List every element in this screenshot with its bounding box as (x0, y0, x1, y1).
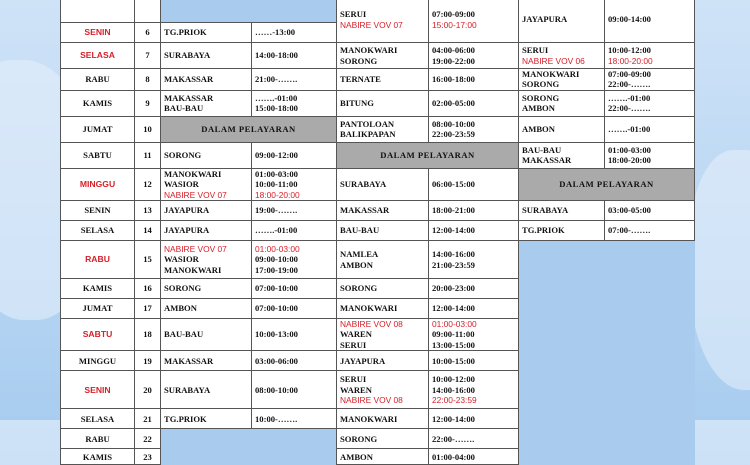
port-cell (161, 23, 252, 43)
table-row (61, 241, 695, 279)
port-cell (337, 116, 429, 142)
port-cell (337, 168, 429, 200)
time-cell (605, 90, 695, 116)
time-cell (252, 90, 337, 116)
time-range: 22:00-……. (608, 103, 651, 114)
port-cell (519, 43, 605, 69)
port-name: NABIRE VOV 08 (340, 319, 403, 330)
port-name: MANOKWARI (340, 413, 398, 424)
port-name: JAYAPURA (164, 205, 210, 216)
port-cell (337, 43, 429, 69)
time-range: …….-01:00 (255, 92, 298, 103)
time-cell (252, 142, 337, 168)
time-cell (252, 279, 337, 299)
table-row (61, 221, 695, 241)
time-range: 15:00-18:00 (255, 103, 298, 114)
table-row (61, 319, 695, 351)
time-range: 07:00-……. (608, 225, 651, 236)
time-range: 09:00-11:00 (432, 329, 475, 340)
port-cell (337, 351, 429, 371)
port-name: AMBON (522, 124, 555, 135)
port-cell (337, 221, 429, 241)
time-range: 22:00-……. (608, 79, 651, 90)
date-cell: 19 (135, 351, 161, 371)
time-cell (252, 371, 337, 409)
time-range: 14:00-18:00 (255, 50, 298, 61)
day-cell (61, 0, 135, 23)
time-cell (252, 241, 337, 279)
time-range: 08:00-10:00 (255, 384, 298, 395)
port-name: SURABAYA (340, 179, 387, 190)
port-cell (161, 241, 252, 279)
time-range: 12:00-14:00 (432, 303, 475, 314)
time-cell (429, 43, 519, 69)
time-range: 10:00-15:00 (432, 355, 475, 366)
time-cell (252, 201, 337, 221)
time-cell (605, 142, 695, 168)
time-range: 08:00-10:00 (432, 118, 475, 129)
date-cell: 11 (135, 142, 161, 168)
date-cell: 22 (135, 429, 161, 449)
time-range: 10:00-11:00 (255, 179, 298, 190)
port-cell (519, 201, 605, 221)
port-cell (519, 0, 605, 43)
port-cell (161, 142, 252, 168)
port-name: WASIOR (164, 254, 199, 265)
time-cell (252, 299, 337, 319)
time-range: 10:00-12:00 (608, 45, 651, 56)
day-cell: KAMIS (61, 90, 135, 116)
port-name: JAYAPURA (164, 225, 210, 236)
time-range: 13:00-15:00 (432, 339, 475, 350)
time-range: 14:00-16:00 (432, 249, 475, 260)
time-cell (429, 449, 519, 465)
time-range: 07:00-09:00 (608, 69, 651, 79)
date-cell: 10 (135, 116, 161, 142)
port-cell (337, 69, 429, 91)
port-name: SERUI (340, 374, 367, 385)
day-cell: SELASA (61, 409, 135, 429)
time-cell (429, 319, 519, 351)
time-range: 20:00-23:00 (432, 283, 475, 294)
time-cell (429, 69, 519, 91)
port-name: AMBON (522, 103, 555, 114)
time-range: 19:00-22:00 (432, 55, 475, 66)
empty-cell (519, 371, 695, 409)
port-name: SURABAYA (522, 205, 569, 216)
port-name: SORONG (522, 92, 560, 103)
port-cell (161, 168, 252, 200)
time-range: 18:00-21:00 (432, 205, 475, 216)
time-range: 22:00-……. (432, 433, 475, 444)
port-cell (161, 221, 252, 241)
table-row (61, 279, 695, 299)
port-name: SURABAYA (164, 384, 211, 395)
time-cell (252, 221, 337, 241)
time-cell (252, 69, 337, 91)
day-cell: RABU (61, 69, 135, 91)
empty-cell (519, 299, 695, 319)
day-cell: SABTU (61, 319, 135, 351)
table-row (61, 116, 695, 142)
schedule-table (60, 0, 695, 465)
time-range: 19:00-……. (255, 205, 298, 216)
time-range: 12:00-14:00 (432, 413, 475, 424)
port-name: SERUI (522, 45, 549, 56)
time-cell (429, 168, 519, 200)
time-cell (429, 429, 519, 449)
table-row (61, 299, 695, 319)
port-cell (337, 429, 429, 449)
port-name: JAYAPURA (340, 355, 386, 366)
time-range: 06:00-15:00 (432, 179, 475, 190)
time-range: 09:00-10:00 (255, 254, 298, 265)
port-cell (161, 371, 252, 409)
time-range: 03:00-05:00 (608, 205, 651, 216)
port-name: SORONG (164, 150, 202, 161)
time-range: 07:00-10:00 (255, 283, 298, 294)
port-name: NABIRE VOV 07 (164, 243, 227, 254)
port-cell (337, 319, 429, 351)
port-cell (337, 201, 429, 221)
table-row (61, 69, 695, 91)
day-cell: JUMAT (61, 299, 135, 319)
time-range: 18:00-20:00 (255, 189, 300, 200)
date-cell: 21 (135, 409, 161, 429)
time-cell (605, 116, 695, 142)
port-cell (161, 201, 252, 221)
port-name: SORONG (164, 283, 202, 294)
time-range: 18:00-20:00 (608, 155, 651, 166)
date-cell: 8 (135, 69, 161, 91)
date-cell: 7 (135, 43, 161, 69)
date-cell: 17 (135, 299, 161, 319)
port-name: TG.PRIOK (522, 225, 565, 236)
day-cell: MINGGU (61, 351, 135, 371)
table-row (61, 351, 695, 371)
port-name: WAREN (340, 329, 372, 340)
day-cell: SENIN (61, 23, 135, 43)
port-cell (337, 299, 429, 319)
date-cell: 18 (135, 319, 161, 351)
sailing-cell: DALAM PELAYARAN (161, 116, 337, 142)
time-cell (605, 0, 695, 43)
sailing-cell: DALAM PELAYARAN (337, 142, 519, 168)
time-cell (252, 168, 337, 200)
empty-cell (519, 319, 695, 351)
time-range: 01:00-03:00 (608, 144, 651, 155)
port-name: MANOKWARI (340, 303, 398, 314)
port-name: AMBON (340, 259, 373, 270)
time-range: 22:00-23:59 (432, 129, 475, 140)
date-cell: 20 (135, 371, 161, 409)
port-name: SORONG (340, 55, 378, 66)
time-range: …….-01:00 (255, 225, 298, 236)
time-range: 01:00-03:00 (255, 168, 298, 179)
time-range: 21:00-23:59 (432, 259, 475, 270)
day-cell: SENIN (61, 201, 135, 221)
time-range: …….-01:00 (608, 92, 651, 103)
port-name: SORONG (522, 79, 560, 90)
port-cell (161, 351, 252, 371)
table-row (61, 429, 695, 449)
time-range: 01:00-03:00 (432, 319, 477, 330)
time-range: 12:00-14:00 (432, 225, 475, 236)
day-cell: SELASA (61, 221, 135, 241)
time-range: ……-13:00 (255, 27, 296, 38)
port-name: SERUI (340, 9, 367, 20)
time-cell (429, 371, 519, 409)
time-range: 03:00-06:00 (255, 355, 298, 366)
date-cell: 6 (135, 23, 161, 43)
date-cell: 15 (135, 241, 161, 279)
port-cell (519, 142, 605, 168)
port-cell (519, 90, 605, 116)
port-name: MANOKWARI (522, 69, 580, 79)
empty-cell (161, 429, 337, 449)
port-cell (337, 449, 429, 465)
time-range: 09:00-12:00 (255, 150, 298, 161)
port-name: MANOKWARI (164, 264, 222, 275)
table-row (61, 0, 695, 23)
port-name: WASIOR (164, 179, 199, 190)
port-name: SORONG (340, 283, 378, 294)
date-cell: 13 (135, 201, 161, 221)
port-cell (337, 90, 429, 116)
time-cell (429, 299, 519, 319)
port-name: TG.PRIOK (164, 413, 207, 424)
day-cell: SENIN (61, 371, 135, 409)
port-name: PANTOLOAN (340, 118, 395, 129)
time-range: 10:00-12:00 (432, 374, 475, 385)
day-cell: RABU (61, 429, 135, 449)
sailing-cell: DALAM PELAYARAN (519, 168, 695, 200)
empty-cell (161, 449, 337, 465)
port-name: AMBON (164, 303, 197, 314)
time-cell (252, 409, 337, 429)
port-cell (519, 69, 605, 91)
time-range: 10:00-13:00 (255, 329, 298, 340)
time-range: 02:00-05:00 (432, 98, 475, 109)
port-name: NABIRE VOV 07 (340, 19, 403, 30)
port-name: MAKASSAR (522, 155, 572, 166)
port-name: MAKASSAR (164, 355, 214, 366)
empty-cell (519, 409, 695, 429)
time-range: 16:00-18:00 (432, 74, 475, 85)
time-cell (429, 116, 519, 142)
port-name: NABIRE VOV 07 (164, 189, 227, 200)
table-row (61, 43, 695, 69)
port-cell (337, 0, 429, 43)
empty-cell (519, 241, 695, 279)
time-range: 22:00-23:59 (432, 394, 477, 405)
port-cell (337, 371, 429, 409)
table-row (61, 371, 695, 409)
time-cell (252, 23, 337, 43)
day-cell: JUMAT (61, 116, 135, 142)
port-cell (519, 221, 605, 241)
port-name: TG.PRIOK (164, 27, 207, 38)
time-range: 09:00-14:00 (608, 14, 651, 25)
time-cell (429, 279, 519, 299)
port-name: JAYAPURA (522, 14, 568, 25)
table-row (61, 142, 695, 168)
port-name: MANOKWARI (164, 168, 222, 179)
time-range: 18:00-20:00 (608, 55, 653, 66)
time-cell (429, 0, 519, 43)
port-cell (161, 43, 252, 69)
port-cell (337, 279, 429, 299)
port-name: MANOKWARI (340, 45, 398, 56)
date-cell: 9 (135, 90, 161, 116)
time-range: …….-01:00 (608, 124, 651, 135)
time-range: 07:00-09:00 (432, 9, 475, 20)
table-row (61, 409, 695, 429)
table-row (61, 449, 695, 465)
time-cell (252, 319, 337, 351)
time-cell (429, 409, 519, 429)
empty-cell (519, 279, 695, 299)
table-row (61, 168, 695, 200)
port-cell (161, 319, 252, 351)
port-name: SORONG (340, 433, 378, 444)
time-cell (605, 201, 695, 221)
time-range: 21:00-……. (255, 74, 298, 85)
day-cell: RABU (61, 241, 135, 279)
time-range: 07:00-10:00 (255, 303, 298, 314)
time-cell (429, 90, 519, 116)
table-row (61, 90, 695, 116)
table-row (61, 201, 695, 221)
day-cell: SELASA (61, 43, 135, 69)
date-cell: 23 (135, 449, 161, 465)
port-name: BITUNG (340, 98, 374, 109)
empty-cell (519, 351, 695, 371)
port-cell (161, 69, 252, 91)
time-range: 15:00-17:00 (432, 19, 477, 30)
port-cell (337, 409, 429, 429)
time-cell (252, 351, 337, 371)
time-range: 04:00-06:00 (432, 45, 475, 56)
background-shape-right (690, 150, 750, 390)
day-cell: KAMIS (61, 279, 135, 299)
day-cell: MINGGU (61, 168, 135, 200)
time-cell (605, 69, 695, 91)
port-name: BAU-BAU (164, 103, 204, 114)
port-name: BAU-BAU (164, 329, 204, 340)
time-cell (429, 201, 519, 221)
date-cell: 14 (135, 221, 161, 241)
time-cell (429, 241, 519, 279)
time-cell (429, 221, 519, 241)
port-name: MAKASSAR (340, 205, 390, 216)
date-cell (135, 0, 161, 23)
port-name: BALIKPAPAN (340, 129, 396, 140)
port-name: MAKASSAR (164, 92, 214, 103)
time-range: 10:00-……. (255, 413, 298, 424)
port-cell (519, 116, 605, 142)
port-cell (161, 299, 252, 319)
day-cell: KAMIS (61, 449, 135, 465)
port-cell (337, 241, 429, 279)
empty-cell (519, 429, 695, 449)
port-cell (161, 90, 252, 116)
time-range: 01:00-04:00 (432, 451, 475, 462)
port-name: BAU-BAU (522, 144, 562, 155)
port-name: AMBON (340, 451, 373, 462)
date-cell: 16 (135, 279, 161, 299)
port-cell (161, 279, 252, 299)
time-cell (252, 43, 337, 69)
time-cell (605, 43, 695, 69)
day-cell: SABTU (61, 142, 135, 168)
time-cell (605, 221, 695, 241)
port-name: WAREN (340, 384, 372, 395)
port-name: NABIRE VOV 08 (340, 394, 403, 405)
port-name: MAKASSAR (164, 74, 214, 85)
port-name: TERNATE (340, 74, 381, 85)
port-name: SURABAYA (164, 50, 211, 61)
time-range: 01:00-03:00 (255, 243, 300, 254)
empty-cell (161, 0, 337, 23)
date-cell: 12 (135, 168, 161, 200)
port-name: SERUI (340, 339, 367, 350)
time-range: 14:00-16:00 (432, 384, 475, 395)
port-name: NABIRE VOV 06 (522, 55, 585, 66)
empty-cell (519, 449, 695, 465)
port-cell (161, 409, 252, 429)
port-name: BAU-BAU (340, 225, 380, 236)
port-name: NAMLEA (340, 249, 379, 260)
time-cell (429, 351, 519, 371)
time-range: 17:00-19:00 (255, 264, 298, 275)
